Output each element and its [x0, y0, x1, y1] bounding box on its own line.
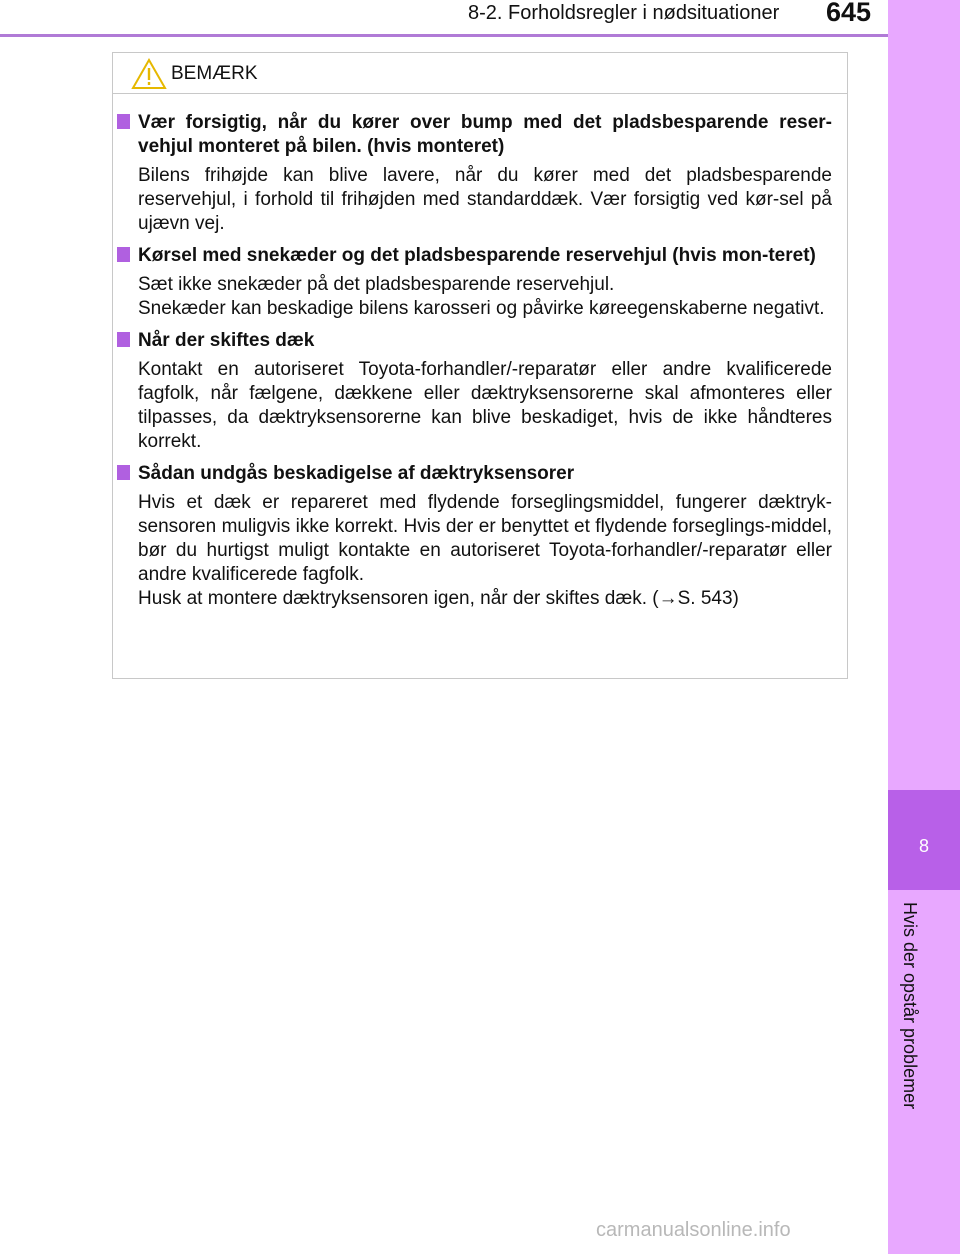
- note-item: [113, 244, 847, 321]
- item-heading: Sådan undgås beskadigelse af dæktryksensorer: [138, 463, 575, 484]
- chapter-number: 8: [918, 836, 929, 856]
- square-bullet-icon: [117, 247, 130, 262]
- section-title: 8-2. Forholdsregler i nødsituationer: [468, 2, 780, 24]
- chapter-title: Hvis der opstår problemer: [900, 902, 920, 1110]
- note-box: [112, 52, 848, 679]
- page-number: 645: [826, 0, 872, 27]
- note-label: BEMÆRK: [171, 63, 258, 84]
- item-paragraph: Bilens frihøjde kan blive lavere, når du kører med det pladsbesparende reservehjul, i forhold til frihøjden med standarddæk. Vær forsigtig ved kør-sel på ujævn vej.: [138, 165, 832, 234]
- square-bullet-icon: [117, 465, 130, 480]
- item-paragraph: Sæt ikke snekæder på det pladsbesparende reservehjul.: [138, 274, 615, 295]
- warning-triangle-icon: [131, 58, 167, 90]
- item-heading: Kørsel med snekæder og det pladsbesparende reservehjul (hvis mon-teret): [138, 245, 816, 266]
- item-heading: Vær forsigtig, når du kører over bump med det pladsbesparende reser-vehjul monteret på bilen. (hvis monteret): [138, 112, 832, 157]
- note-divider: [113, 93, 847, 94]
- item-heading: Når der skiftes dæk: [138, 330, 315, 351]
- item-paragraph: Kontakt en autoriseret Toyota-forhandler/-reparatør eller andre kvalificerede fagfolk, når fælgene, dækkene eller dæktryksensorerne skal afmonteres eller tilpasses, da dæktryksensorerne kan blive beskadiget, hvis de ikke håndteres korrekt.: [138, 359, 832, 452]
- note-item: [113, 329, 847, 454]
- note-item: [113, 111, 847, 236]
- header-rule: [0, 34, 888, 37]
- watermark: carmanualsonline.info: [596, 1219, 791, 1241]
- note-item: [113, 462, 847, 611]
- item-paragraph: Snekæder kan beskadige bilens karosseri og påvirke køreegenskaberne negativt.: [138, 298, 825, 319]
- note-content: [113, 111, 847, 619]
- square-bullet-icon: [117, 332, 130, 347]
- item-paragraph: Hvis et dæk er repareret med flydende forseglingsmiddel, fungerer dæktryk-sensoren muligvis ikke korrekt. Hvis der er benyttet et flydende forseglings-middel, bør du hurtigst muligt kontakte en autoriseret Toyota-forhandler/-reparatør eller andre kvalificerede fagfolk.: [138, 492, 832, 585]
- item-paragraph: Husk at montere dæktryksensoren igen, når der skiftes dæk. (→S. 543): [138, 588, 739, 609]
- square-bullet-icon: [117, 114, 130, 129]
